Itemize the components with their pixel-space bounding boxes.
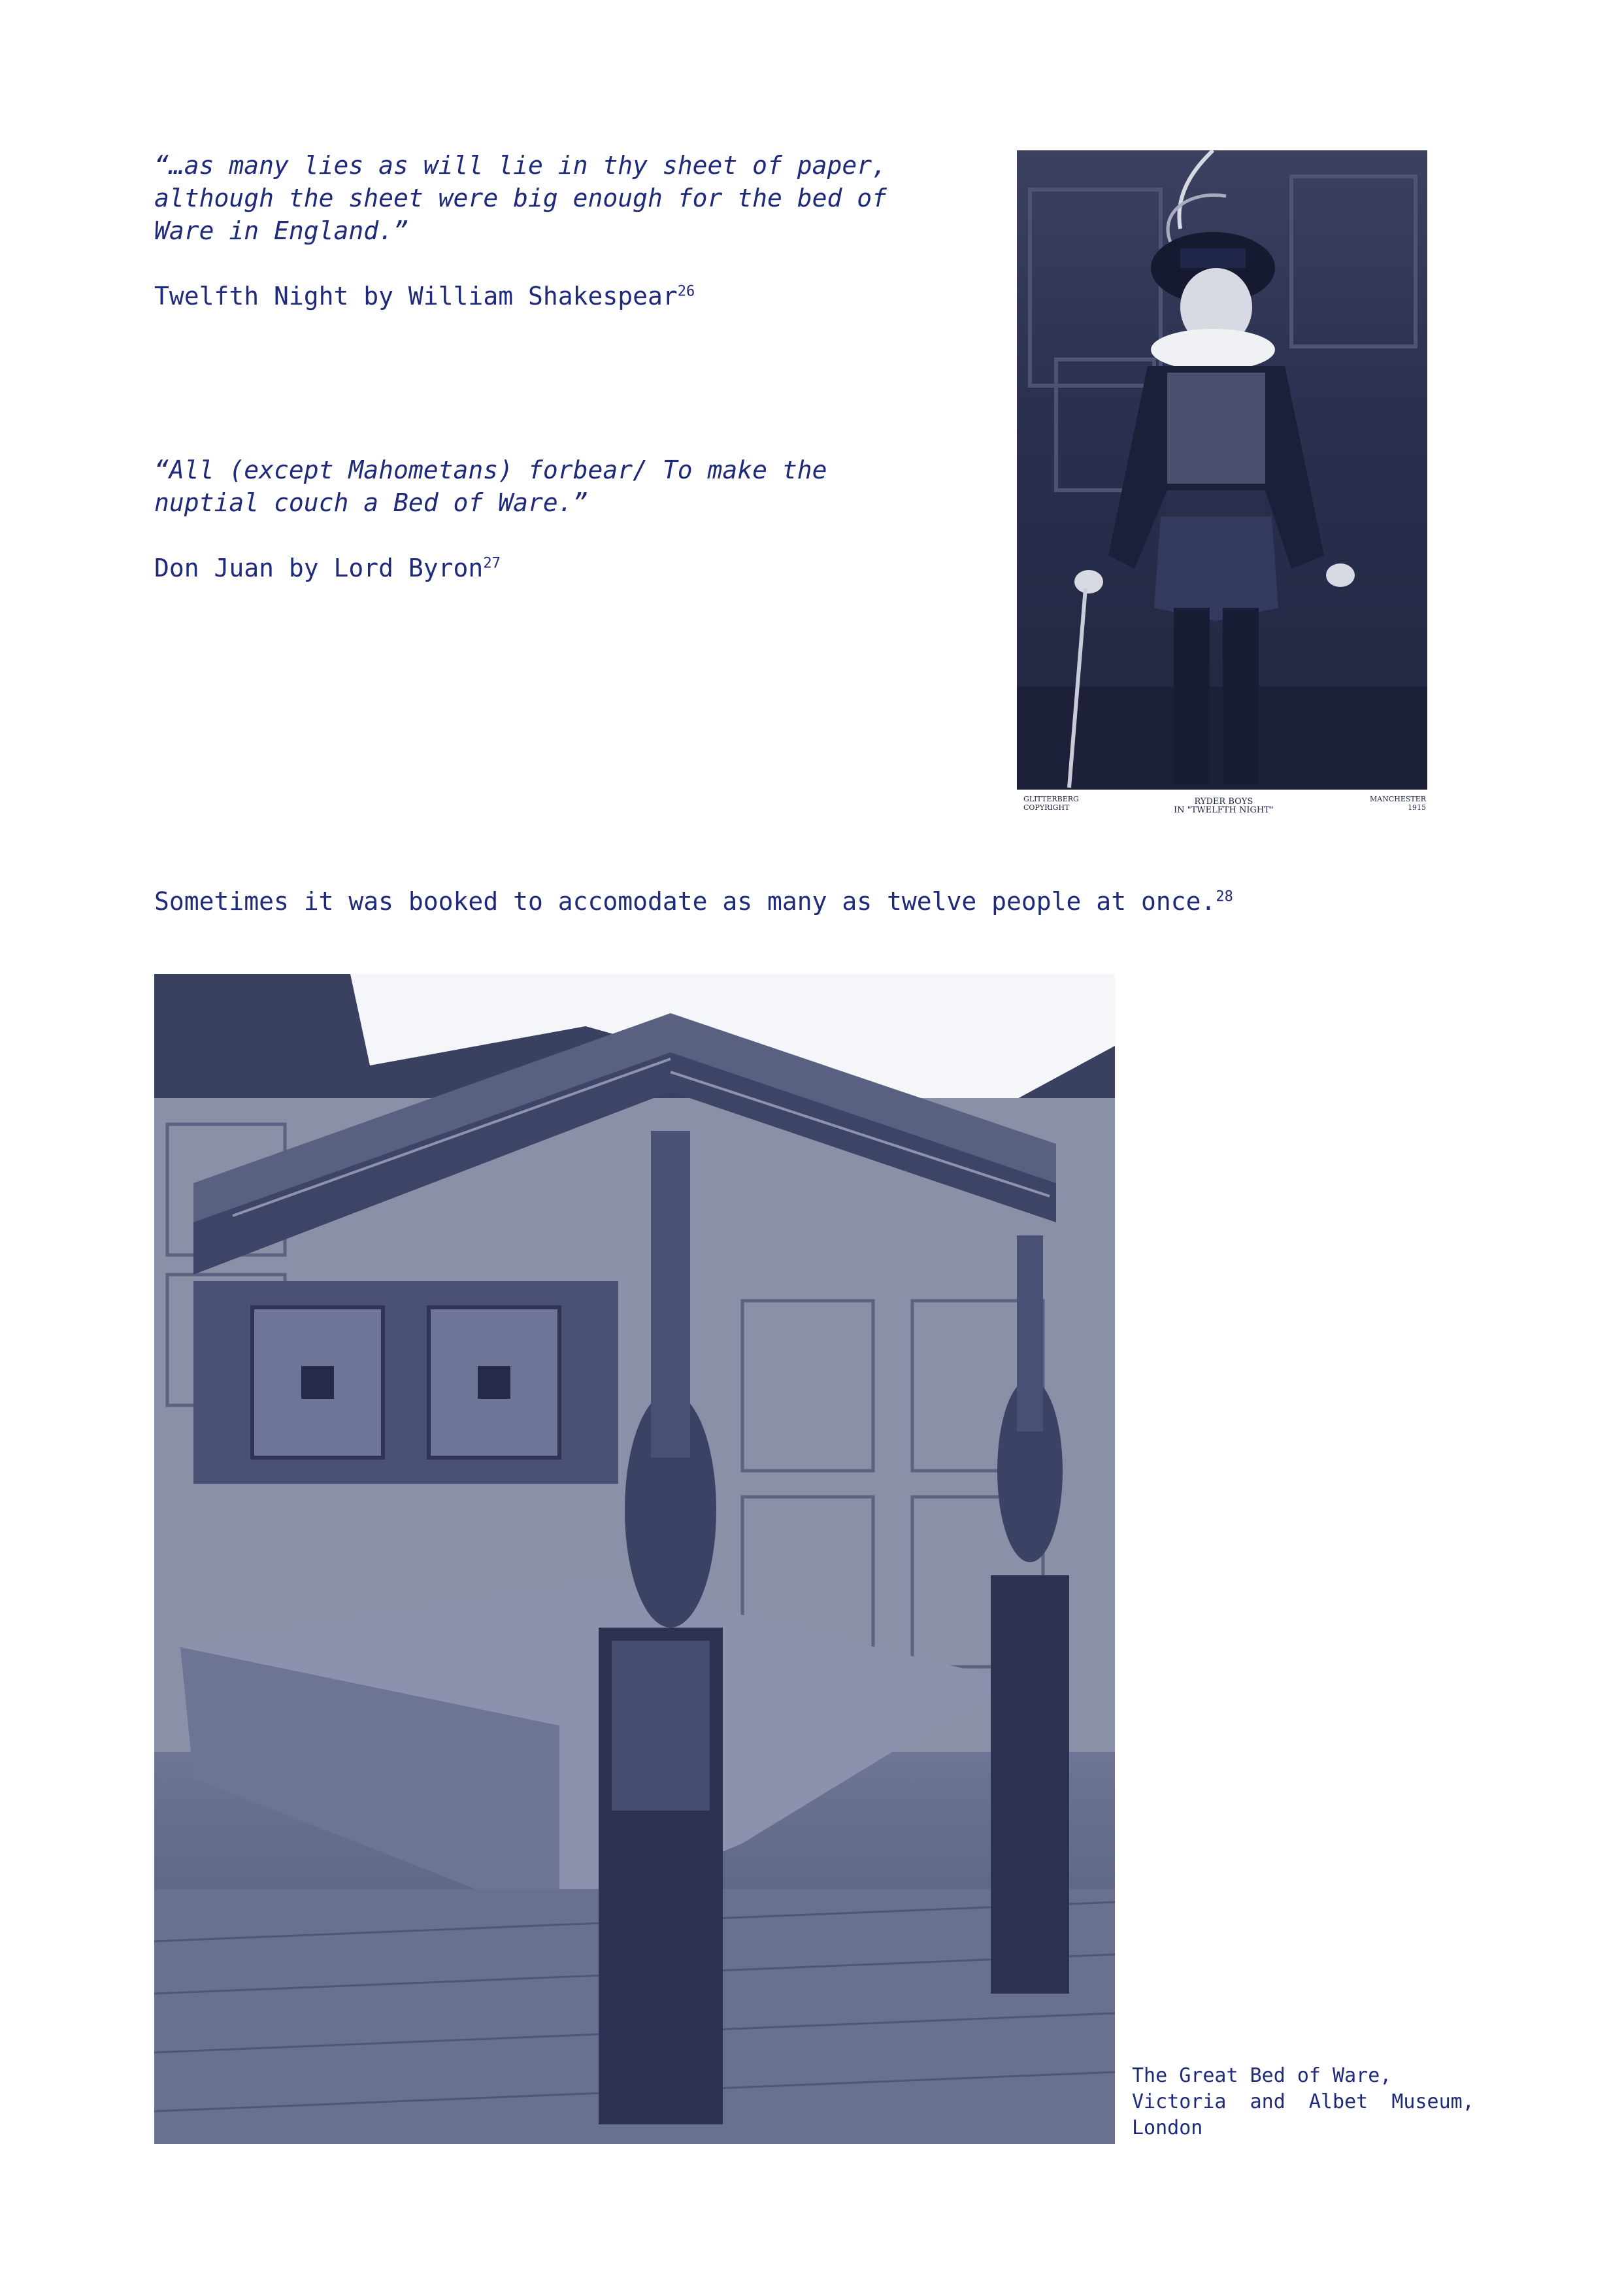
footnote-marker: 28: [1216, 888, 1233, 905]
photo-caption-line: London: [1132, 2117, 1203, 2139]
body-text: [154, 885, 1233, 918]
footnote-marker: 27: [483, 555, 501, 572]
quote-attribution: [154, 552, 501, 584]
quote-line: nuptial couch a Bed of Ware.”: [154, 488, 588, 517]
footnote-marker: 26: [677, 283, 695, 300]
twelfth-night-actor-photo: [1017, 150, 1427, 824]
quote-line: although the sheet were big enough for the bed of: [154, 184, 887, 212]
attribution-text: Twelfth Night by William Shakespear: [154, 282, 678, 310]
quote-line: Ware in England.”: [154, 216, 408, 245]
actor-illustration: [1017, 150, 1427, 790]
postcard-credit-right: MANCHESTER 1915: [1370, 795, 1427, 812]
great-bed-of-ware-photo: [154, 974, 1115, 2144]
quote-line: “All (except Mahometans) forbear/ To make the: [154, 456, 827, 484]
body-sentence: Sometimes it was booked to accomodate as many as twelve people at once.: [154, 887, 1216, 916]
quote-attribution: [154, 280, 695, 312]
postcard-credit-left: GLITTERBERG COPYRIGHT: [1023, 795, 1079, 812]
bed-illustration: [154, 974, 1115, 2144]
photo-frame: [1017, 150, 1427, 790]
postcard-title: RYDER BOYS IN "TWELFTH NIGHT": [1174, 797, 1274, 815]
postcard-caption-strip: [1017, 790, 1427, 824]
quote-line: “…as many lies as will lie in thy sheet of paper,: [154, 151, 887, 180]
photo-caption-line: The Great Bed of Ware,: [1132, 2064, 1392, 2087]
attribution-text: Don Juan by Lord Byron: [154, 554, 484, 582]
photo-caption-line: Victoria and Albet Museum,: [1132, 2090, 1474, 2113]
